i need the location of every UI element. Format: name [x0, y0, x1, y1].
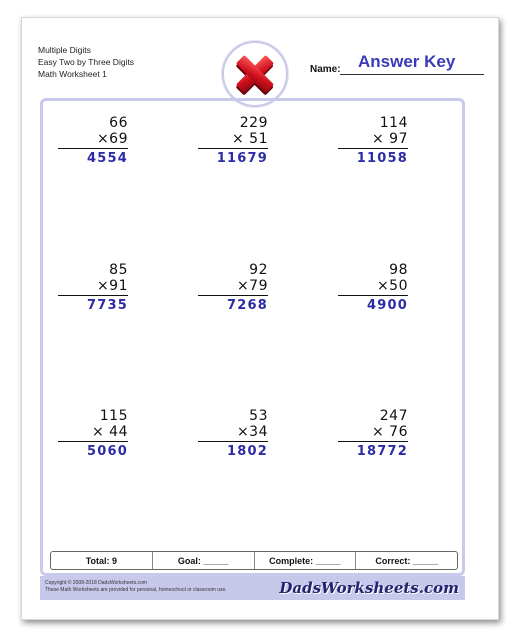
score-total: Total: 9: [51, 552, 153, 569]
problem-rule: [198, 148, 268, 149]
problem: [58, 115, 128, 166]
problem: [338, 262, 408, 313]
problem-rule: [58, 295, 128, 296]
score-complete: Complete: _____: [255, 552, 357, 569]
worksheet-header: [38, 44, 134, 80]
problem-answer: 1802: [227, 444, 268, 459]
problem-rule: [338, 295, 408, 296]
problem-rule: [58, 148, 128, 149]
problem-answer: 18772: [356, 444, 408, 459]
header-worksheet-number: Math Worksheet 1: [38, 69, 107, 79]
problem-multiplier: × 97: [372, 131, 408, 147]
problem-multiplicand: 53: [249, 408, 268, 424]
problem: [58, 408, 128, 459]
problem-answer: 5060: [87, 444, 128, 459]
problem-rule: [198, 441, 268, 442]
problem-multiplicand: 247: [379, 408, 408, 424]
problem-rule: [58, 441, 128, 442]
problem-answer: 7268: [227, 298, 268, 313]
score-correct: Correct: _____: [375, 555, 438, 566]
problem-multiplicand: 114: [379, 115, 408, 131]
name-label: Name:: [310, 64, 341, 75]
name-underline: [340, 74, 484, 75]
footer-notice: These Math Worksheets are provided for personal, homeschool or classroom use.: [45, 587, 227, 593]
problem-answer: 11058: [356, 151, 408, 166]
problem: [198, 262, 268, 313]
problem: [58, 262, 128, 313]
problem: [198, 408, 268, 459]
problem-multiplicand: 229: [239, 115, 268, 131]
problem-answer: 4554: [87, 151, 128, 166]
problem-multiplier: ×34: [236, 424, 268, 440]
name-value: Answer Key: [358, 52, 456, 71]
problem-rule: [198, 295, 268, 296]
header-subtitle: Easy Two by Three Digits: [38, 57, 135, 67]
score-bar: [50, 551, 458, 570]
problem-answer: 4900: [367, 298, 408, 313]
problem-multiplier: ×50: [376, 278, 408, 294]
problem-rule: [338, 148, 408, 149]
problem-multiplier: × 76: [372, 424, 408, 440]
problem-multiplicand: 66: [109, 115, 128, 131]
problem: [198, 115, 268, 166]
red-x-mark-icon: [224, 43, 286, 105]
site-logo: DadsWorksheets.com: [279, 579, 459, 597]
problem-multiplier: ×91: [96, 278, 128, 294]
problem-rule: [338, 441, 408, 442]
name-field: [310, 52, 488, 76]
problem-multiplier: ×79: [236, 278, 268, 294]
problem-multiplier: ×69: [96, 131, 128, 147]
problem-multiplicand: 85: [109, 262, 128, 278]
problem-answer: 7735: [87, 298, 128, 313]
footer-copyright: Copyright © 2008-2018 DadsWorksheets.com: [45, 580, 147, 586]
header-title: Multiple Digits: [38, 45, 91, 55]
problem-multiplicand: 92: [249, 262, 268, 278]
problem-multiplier: × 51: [232, 131, 268, 147]
problem-multiplicand: 98: [389, 262, 408, 278]
problem-multiplicand: 115: [99, 408, 128, 424]
problem: [338, 115, 408, 166]
problem-multiplier: × 44: [92, 424, 128, 440]
score-goal: Goal: _____: [153, 552, 255, 569]
page-footer: [40, 576, 465, 600]
problem: [338, 408, 408, 459]
problem-answer: 11679: [216, 151, 268, 166]
footer-copyright-block: [45, 580, 227, 594]
problems-frame: [40, 98, 465, 576]
